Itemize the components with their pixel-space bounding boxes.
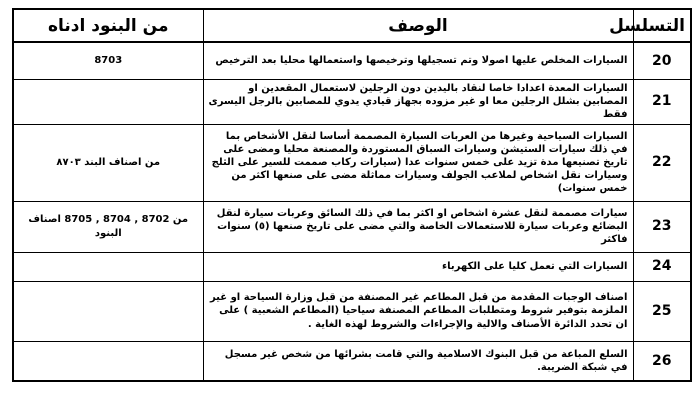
row-description: اصناف الوجبات المقدمة من قبل المطاعم غير المصنفة من قبل وزارة السياحة او غير الملزمة بتوفير شروط ومتطلبات المطاعم المصنفة سياحيا (المطاعم الشعبية ) على ان تحدد الدائرة الأصناف والالية والإجراءات والشروط لهذه الغاية . [203,281,633,341]
table-row [13,124,691,201]
table-row [13,281,691,341]
row-items [13,341,203,381]
row-items [13,281,203,341]
header-row [13,9,691,42]
row-sequence: 21 [633,79,691,124]
items-table [12,8,692,382]
table-row [13,42,691,79]
header-items: من البنود ادناه [13,9,203,42]
header-description: الوصف [203,9,633,42]
row-sequence: 24 [633,252,691,281]
row-description: السيارات المخلص عليها اصولا وتم تسجيلها وترخيصها واستعمالها محليا بعد الترخيص [203,42,633,79]
row-description: سيارات مصممة لنقل عشرة اشخاص او اكثر بما في ذلك السائق وعربات سيارة لنقل البضائع وعربات سيارة للاستعمالات الخاصة والتي مضى على تاريخ صنعها (٥) سنوات فاكثر [203,201,633,252]
table-row [13,252,691,281]
header-sequence: التسلسل [633,9,691,42]
table-row [13,201,691,252]
row-items: من 8702 , 8704 , 8705 اصناف البنود [13,201,203,252]
row-sequence: 25 [633,281,691,341]
row-sequence: 22 [633,124,691,201]
row-description: السيارات السياحية وغيرها من العربات السيارة المصممة أساسا لنقل الأشخاص بما في ذلك سيارات الستيشن وسيارات السباق المستوردة والمصنعة محليا ومضى على تاريخ تصنيعها مدة تزيد على خمس سنوات عدا (سيارات ركاب صممت للسير على الثلج وسيارات نقل اشخاص لملاعب الجولف وسيارات مماثلة مضى على صنعها اكثر من خمس سنوات) [203,124,633,201]
table-row [13,341,691,381]
row-description: السيارات التي تعمل كليا على الكهرباء [203,252,633,281]
row-description: السيارات المعدة اعدادا خاصا لنقاد باليدين دون الرجلين لاستعمال المقعدين او المصابين بشلل الرجلين معا او غير مزوده بجهاز قيادي يدوي للمصابين بالرجل اليسرى فقط [203,79,633,124]
row-items [13,252,203,281]
row-sequence: 23 [633,201,691,252]
row-sequence: 20 [633,42,691,79]
row-items: 8703 [13,42,203,79]
row-sequence: 26 [633,341,691,381]
table-row [13,79,691,124]
row-items: من اصناف البند ٨٧٠٣ [13,124,203,201]
row-description: السلع المباعة من قبل البنوك الاسلامية والتي قامت بشرائها من شخص غير مسجل في شبكة الضريبة. [203,341,633,381]
row-items [13,79,203,124]
